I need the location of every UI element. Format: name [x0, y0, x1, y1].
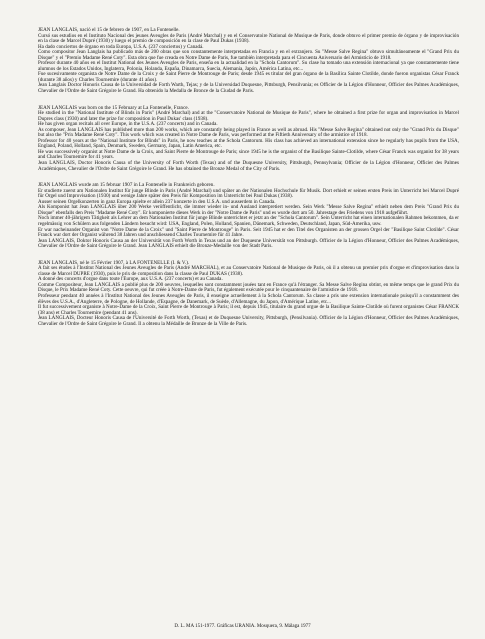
biography-paragraph: He has given organ recitals all over Europe, in the U.S.A. (237 concerts) and in Canada. [38, 121, 218, 128]
biography-section-de [38, 183, 459, 250]
biography-paragraph: As composer, Jean LANGLAIS has published more than 200 works, which are constantly being played in France as well as abroad. His "Messe Salve Regina" obtained not only the "Grand Prix du Disque" but also the "Prix Madame René Coty". This work which was created in Notre Dame de Paris, was performed at the Fiftieth Anniversary of the armistice of 1918. [38, 126, 459, 139]
biography-paragraph: Como compositor Jean Langlais ha publicado más de 200 obras que son constantemente interpretadas en Francia y en el extranjero. Su "Messe Salve Regina" obtuvo simultáneamente el "Grand Prix du Disque" y el "Premio Madame René Coty". Esta obra que fue creada en Notre Dame de Paris, fue también interpretada para el Cincuenta Aniversario del Armisticio de 1918. [38, 49, 459, 61]
biography-paragraph: Er studierte zuerst am Nationalen Institut für junge Blinde in Paris (André Marchal) und später an der Nationalen Hochschule für Musik. Dort erhielt er seinen ersten Preis im Unterricht bei Marcel Dupré für Orgel und Improvisation (1930) und wenige Jahre später den Preis für Komposition im Unterricht bei Paul Dukas (1938). [38, 187, 459, 200]
biography-paragraph: Profesor durante 40 años en el Institut National des Jeunes Aveugles de Paris, enseña en la actualidad en la "Schola Cantorum". Su clase ha tomado una extensión internacional ya que constantemente tiene alumnos de los Estados Unidos, Inglaterra, Polonia, Holanda, España, Dinamarca, Suecia, Alemania, Japón, América Latina, etc... [38, 60, 459, 72]
biography-paragraph: He studied in the "National Institute of Blinds in Paris" (André Marchal) and at the "Conservatoire National de Musique de Paris", where he obtained a first prize for organ and improvisation in Marcel Dupres class (1930) and later the prize for composition in Paul Dukas' class (1938). [38, 110, 459, 122]
biography-section-fr [38, 261, 459, 328]
biography-paragraph: Cursó sus estudios en el Instituto Nacional des jeunes Aveugles de Paris (André Marchal) y en el Conservatoire National de Musique de Paris, donde obtuvo el primer premio de órgano y de improvisación en la clase de Marcel Dupré (1930) y luego el premio de composición en la clase de Paul Dukas (1938). [38, 32, 459, 45]
biography-paragraph: Ausser seinen Orgelkonzerten in ganz Europa spielte er allein 237 konzerte in den U.S.A. und ausserdem in Canada. [38, 198, 276, 205]
footer-imprint: D. L. MA 151-1977. Gráficas URANIA. Mosquera, 9. Málaga 1977 [174, 624, 311, 629]
biography-paragraph: Noch immer 40-jährigem Tätigkeit als Lehrer an dem Nationalen Institut für junge Blinde unterrichtet er jetzt an der "Schola Cantorum". Sein Unterricht hat einen internationalen Rahmen bekommen, da er regelmässig von Schülern aus folgenden Ländern besucht wird: USA, England, Polen, Holland, Spanien, Dänemark, Schweden, Deutschland, Japan, Süd-Amerika, usw. [38, 215, 459, 227]
biography-paragraph: Fue sucesivamente organista de Notre Dame de la Croix y de Saint Pierre de Montrouge de Paris; desde 1945 es titular del gran órgano de la Basílica Sainte Clotilde, donde fueron organistas César Franck (durante 38 años) y Charles Tournemire (durante 41 años). [38, 71, 459, 83]
biography-paragraph: Jean LANGLAIS, Doctor Honoris Causa of the University of Forth Worth (Texas) and of the Duquesne University, Pittsburgh, Pennsylvania; Officier de la Légion d'Honneur, Officier des Palmes Académiques, Chevalier de l'Ordre de Saint Grégoire le Grand. He has obtained the Bronze Medal of the City of Paris. [38, 160, 459, 172]
biography-section-en [38, 106, 459, 173]
biography-paragraph: JEAN LANGLAIS, né le 15 Février 1907, à LA FONTENELLE (I. & V.). [38, 259, 190, 266]
biography-paragraph: JEAN LANGLAIS, nació el 15 de febrero de 1907, en La Fontenelle. [38, 27, 180, 33]
biography-paragraph: Il fut successivement organiste à Notre-Dame de la Croix, Saint Pierre de Montrouge à Paris; il est, depuis 1945, titulaire du grand orgue de la Basilique Sainte-Clotilde où furent organistes César FRANCK (38 ans) et Charles Tournemire (pendant 41 ans). [38, 304, 459, 316]
biography-paragraph: Jean LANGLAIS, Docteur Honoris Causa de l'Université de Forth Worth, (Texas) et de Duquesne University, Pittsburgh, (Pensilvania). Officier de la Légion d'Honneur, Officier des Palmes Académiques, Chevalier de l'Ordre de Saint Grégoire le Grand. Il a obtenu la Médaille de Bronze de la Ville de Paris. [38, 315, 459, 327]
biography-sections [38, 28, 459, 327]
biography-paragraph: Ha dado conciertos de órgano en toda Europa, U.S.A. (237 conciertos) y Canadá. [38, 43, 204, 50]
biography-section-es [38, 28, 459, 95]
biography-paragraph: A donné des concerts d'orgue dans toute l'Europe, aux U.S.A. (237 concerts) et au Canada. [38, 276, 223, 283]
biography-paragraph: JEAN LANGLAIS wurde am 15 februar 1907 in La Fontenelle in Frankreich geboren. [38, 182, 215, 189]
biography-paragraph: Professeur pendant 40 années à l'Institut National des Jeunes Aveugles de Paris, il enseigne actuellement à la Schola Cantorum. Sa classe a pris une extension internationale puisqu'il a constamment des élèves des U.S.A., d'Angleterre, de Pologne, de Hollande, d'Espagne, de Danemark, de Suède, d'Allemagne, du Japon, d'Amérique Latine, etc... [38, 292, 459, 305]
biography-paragraph: Jean Langlais Doctor Honoris Causa de la Universidad de Forth Warth, Tejas; y de la Universidad Duquesne, Pittsburgh, Pensilvania; es Officier de la Légion d'Honneur, Officier des Palmes Académiques, Chevalier de l'Ordre de Saint Grégoire le Grand. Ha obtenido la Medalla de Bronce de la Ciudad de Paris. [38, 82, 459, 95]
biography-paragraph: JEAN LANGLAIS was born on the 15 February at La Fontenelle, France. [38, 104, 189, 111]
biography-paragraph: Professor for 40 years at the "National Institute for Blinds" in Paris, he now teaches at the Schola Cantorum. His class has achieved an international extension since he regularly has pupils from the USA, England, Poland, Holland, Spain, Denmark, Sweden, Germany, Japan, Latin America, etc. [38, 137, 459, 150]
biography-paragraph: Comme Compositeur, Jean LANGLAIS a publié plus de 200 oeuvres, lesquelles sont constamment jouées tant en France qu'à l'étranger. Sa Messe Salve Regina obtint, en même temps que le grand Prix du Disque, le Prix Madame René Coty. Cette oeuvre, qui fut créée à Notre-Dame de Paris, fut également exécutée pour le cinquantenaire de l'armistice de 1918. [38, 281, 459, 294]
biography-paragraph: He was successively organist at Notre Dame de la Croix, and Saint Pierre de Montrouge de Paris; since 1945 he is the organist of the Basilique Sainte-Clotilde, where César Franck was organist for 38 years and Charles Tournemire for 41 years. [38, 148, 459, 161]
biography-paragraph: Als Komponist hat Jean LANGLAIS über 200 Werke veröffentlicht, die immer wieder in- und Ausland interpretiert werden. Sein Werk "Messe Salve Regina" erhielt neben dem Preis "Grand Prix du Disque" ebenfalls den Preis "Madame René Coty". Er komponierte dieses Werk in der "Notre Dame de Paris" und es wurde dort am 50. Jahrestage des Friedens von 1918 aufgeführt. [38, 204, 459, 216]
biography-paragraph: A fait ses études à l'Institut National des Jeunes Aveugles de Paris (André MARCHAL), et au Conservatoire National de Musique de Paris, où il a obtenu un premier prix d'orgue et d'improvisation dans la classe de Marcel DUPRE (1930), puis le prix de composition dans la classe de Paul DUKAS (1938). [38, 265, 459, 277]
biography-paragraph: Jean LANGLAIS, Doktor Honoris Causa an der Universität von Forth Worth in Texas und an der Duquesne Universität von Pittsburgh. Officier de la Légion d'Honneur, Officier des Palmes Académiques, Chevalier de l'Ordre de Saint Grégoire le Grand. Jean LANGLAIS erhielt die Bronze-Medaille von der Stadt Paris. [38, 237, 459, 250]
biography-paragraph: Er war nacheinander Organist von "Notre Dame de la Croix" und "Saint Pierre de Montrouge" in Paris. Seit 1945 hat er den Titel des Organisten an der grossen Orgel der "Basilique Saint Clotilde". César Franck war dort der Organist während 38 Jahren und anschliessend Charles Tournemire für 41 Jahre. [38, 226, 459, 239]
